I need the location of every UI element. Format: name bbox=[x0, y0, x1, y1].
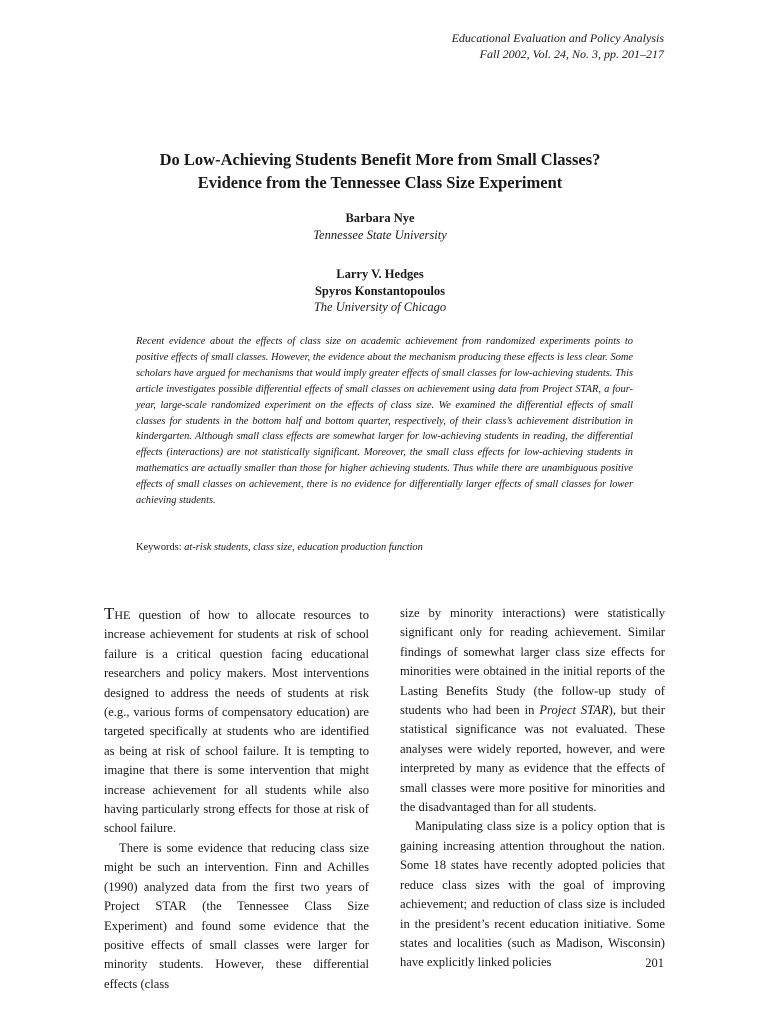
journal-issue: Fall 2002, Vol. 24, No. 3, pp. 201–217 bbox=[479, 47, 664, 61]
body-paragraph bbox=[400, 604, 665, 817]
article-title bbox=[80, 148, 680, 194]
journal-header bbox=[264, 30, 664, 62]
author-group-1 bbox=[80, 210, 680, 243]
title-line-1: Do Low-Achieving Students Benefit More from Small Classes? bbox=[159, 150, 601, 169]
keywords bbox=[136, 540, 633, 555]
author-affiliation: Tennessee State University bbox=[313, 227, 447, 242]
small-caps-lead: HE bbox=[114, 608, 131, 622]
body-paragraph: Manipulating class size is a policy option that is gaining increasing attention throughout the nation. Some 18 states have recently adopted policies that reduce class sizes with the goal of improving achievement; and reduction of class size is included in the president’s recent education initiative. Some states and localities (such as Madison, Wisconsin) have explicitly linked policies bbox=[400, 819, 665, 970]
body-paragraph: There is some evidence that reducing class size might be such an intervention. Finn and Achilles (1990) analyzed data from the first two years of Project STAR (the Tennessee Class Size Experiment) and found some evidence that the positive effects of small classes were larger for minority students. However, these differential effects (class bbox=[104, 840, 369, 991]
author-name: Barbara Nye bbox=[345, 211, 415, 225]
keywords-label: Keywords: bbox=[136, 542, 182, 553]
abstract: Recent evidence about the effects of class size on academic achievement from randomized experiments points to positive effects of small classes. However, the evidence about the mechanism producing these effects is less clear. Some scholars have argued for mechanisms that would imply greater effects of small classes for low-achieving students. This article investigates possible differential effects of small classes on achievement using data from Project STAR, a four-year, large-scale randomized experiment on the effects of class size. We examined the differential effects of small classes for students in the bottom half and bottom quarter, respectively, of their class’s achievement distribution in kindergarten. Although small class effects are somewhat larger for low-achieving students in reading, the differential effects (interactions) are not statistically significant. Moreover, the small class effects for low-achieving students in mathematics are actually smaller than those for higher achieving students. Thus while there are unambiguous positive effects of small classes on achievement, there is no evidence for differentially larger effects of small classes for lower achieving students. bbox=[136, 336, 633, 507]
body-column-right bbox=[400, 604, 665, 973]
paragraph-text: question of how to allocate resources to increase achievement for students at risk of school failure is a critical question facing educational researchers and policy makers. Most interventions designed to address the needs of students at risk (e.g., various forms of compensatory education) are targeted specifically at students who are identified as being at risk of school failure. It is tempting to imagine that there is some intervention that might increase achievement for all students while also having particularly strong effects for those at risk of school failure. bbox=[104, 608, 369, 836]
journal-name: Educational Evaluation and Policy Analysis bbox=[451, 31, 664, 45]
project-name-emphasis: Project STAR bbox=[539, 703, 609, 718]
author-affiliation: The University of Chicago bbox=[313, 300, 447, 314]
body-paragraph bbox=[104, 604, 369, 839]
body-column-left bbox=[104, 604, 369, 994]
author-name: Larry V. Hedges bbox=[336, 267, 424, 281]
page-number: 201 bbox=[645, 956, 664, 970]
drop-cap: T bbox=[104, 604, 115, 623]
paragraph-text: ), but their statistical significance was not evaluated. These analyses were widely reported, however, and were interpreted by many as evidence that the effects of small classes were more positive for minorities and the disadvantaged than for all students. bbox=[400, 703, 665, 815]
author-group-2 bbox=[80, 266, 680, 316]
author-name: Spyros Konstantopoulos bbox=[314, 283, 446, 298]
title-line-2: Evidence from the Tennessee Class Size Experiment bbox=[197, 173, 563, 192]
keywords-list: at-risk students, class size, education production function bbox=[184, 542, 423, 553]
paragraph-text: size by minority interactions) were statistically significant only for reading achievement. Similar findings of somewhat larger class size effects for minorities were obtained in the initial reports of the Lasting Benefits Study (the follow-up study of students who had been in bbox=[400, 606, 665, 718]
